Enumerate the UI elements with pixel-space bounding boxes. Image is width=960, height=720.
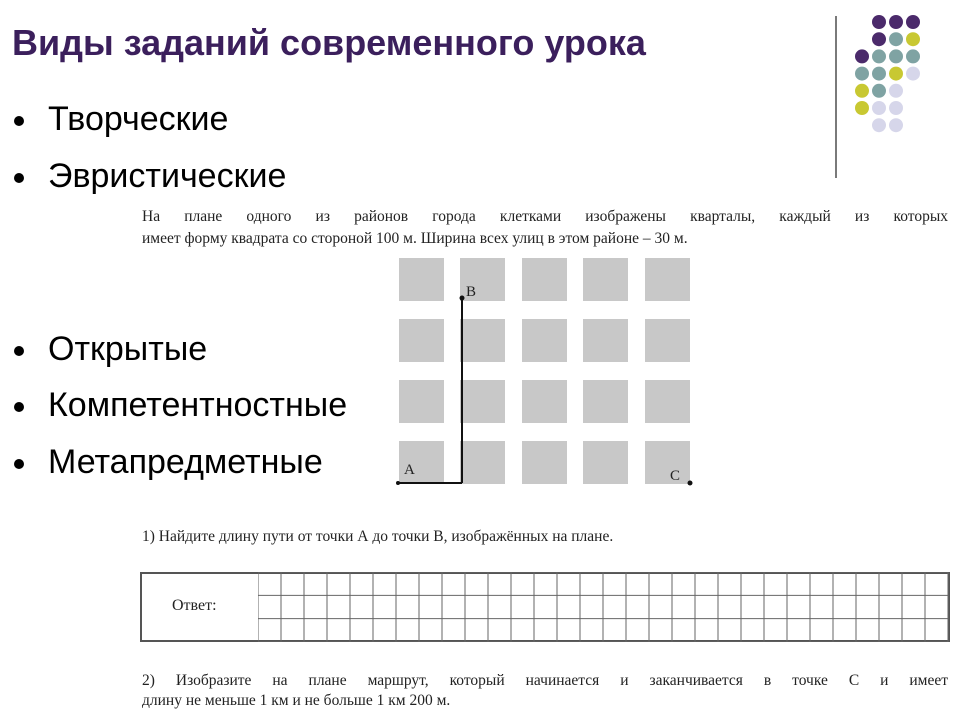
city-block <box>583 319 628 362</box>
city-block <box>645 258 690 301</box>
city-block <box>399 258 444 301</box>
point-c-marker <box>688 481 693 486</box>
task-intro-line-2: имеет форму квадрата со стороной 100 м. Ширина всех улиц в этом районе – 30 м. <box>142 230 688 247</box>
city-block <box>645 380 690 423</box>
city-block <box>460 380 505 423</box>
city-block <box>522 380 567 423</box>
city-block <box>522 319 567 362</box>
bullet-label: Эвристические <box>48 157 287 195</box>
point-a-label: A <box>404 462 415 478</box>
city-block <box>522 441 567 484</box>
point-b-label: B <box>466 284 477 300</box>
question-1: 1) Найдите длину пути от точки А до точки В, изображённых на плане. <box>142 528 614 545</box>
city-block <box>460 319 505 362</box>
bullet-label: Творческие <box>48 100 229 138</box>
city-block <box>399 380 444 423</box>
bullet-label: Компетентностные <box>48 386 348 424</box>
slide-title: Виды заданий современного урока <box>12 22 646 63</box>
point-b-marker <box>460 296 465 301</box>
city-block <box>645 441 690 484</box>
question-2-line-1: 2) Изобразите на плане маршрут, который начинается и заканчивается в точке С и имеет <box>142 672 948 689</box>
task-intro-line-1: На плане одного из районов города клетками изображены кварталы, каждый из которых <box>142 208 948 225</box>
city-block <box>522 258 567 301</box>
answer-label: Ответ: <box>172 597 217 614</box>
point-c-label: C <box>670 468 681 484</box>
city-blocks <box>399 258 690 484</box>
city-block <box>583 258 628 301</box>
city-block <box>583 380 628 423</box>
answer-cells[interactable] <box>258 572 950 642</box>
city-block <box>399 319 444 362</box>
bullet-label: Метапредметные <box>48 443 323 481</box>
city-block <box>460 441 505 484</box>
question-2-line-2: длину не меньше 1 км и не больше 1 км 200 м. <box>142 692 451 709</box>
city-block <box>645 319 690 362</box>
city-block <box>583 441 628 484</box>
point-a-marker <box>396 481 400 485</box>
bullet-label: Открытые <box>48 330 208 368</box>
